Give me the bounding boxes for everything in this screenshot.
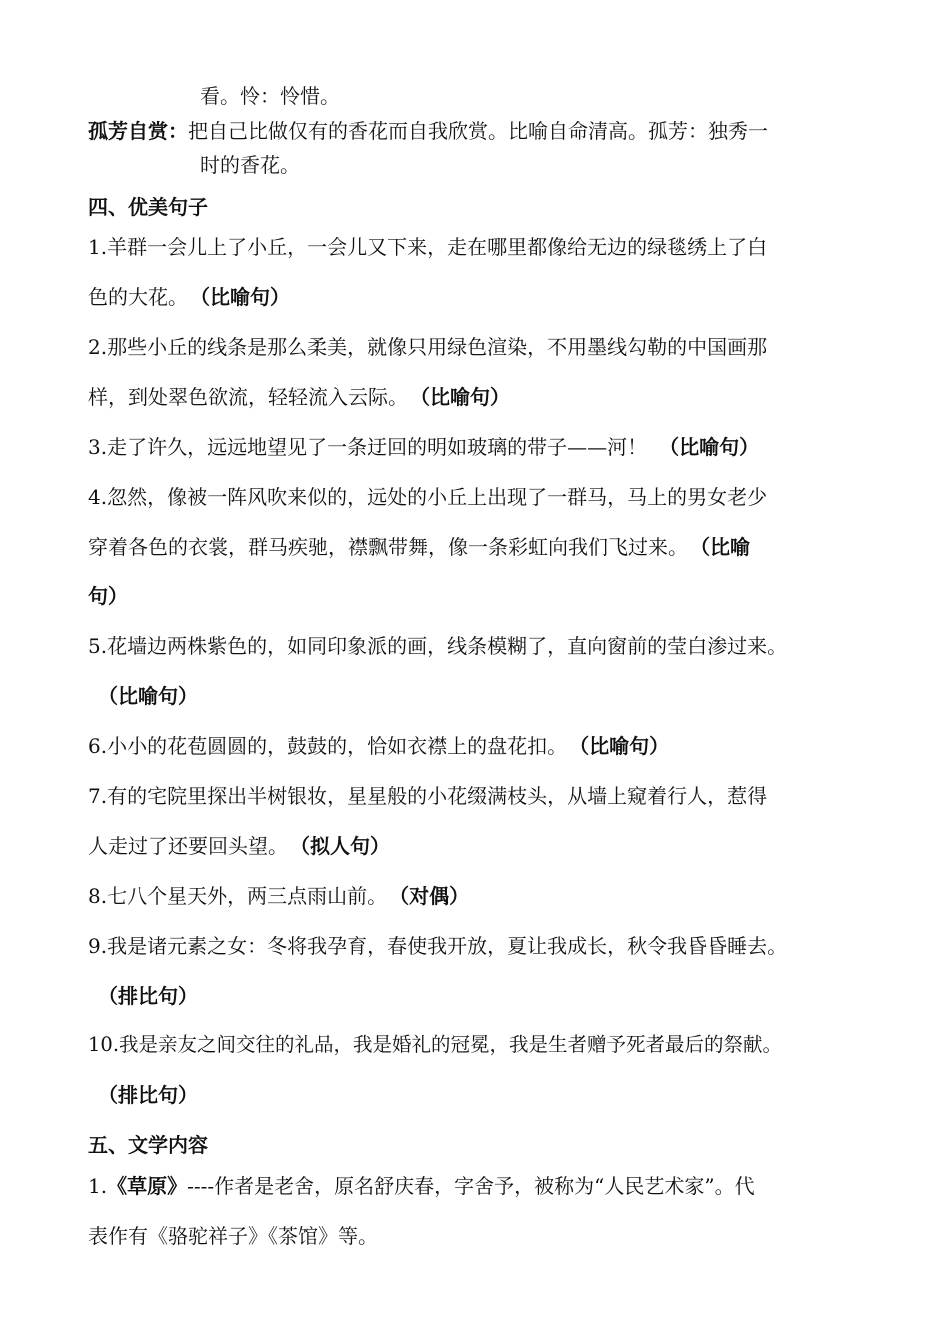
sentence-5: 5.花墙边两株紫色的，如同印象派的画，线条模糊了，直向窗前的莹白渗过来。 bbox=[88, 634, 788, 658]
section-heading-sentences: 四、优美句子 bbox=[88, 195, 208, 219]
sentence-2-line-1: 2.那些小丘的线条是那么柔美，就像只用绿色渲染，不用墨线勾勒的中国画那 bbox=[88, 335, 768, 359]
sentence-1-line-2: 色的大花。 （比喻句） bbox=[88, 285, 290, 309]
literature-item-1-line-2: 表作有《骆驼祥子》《茶馆》等。 bbox=[88, 1224, 378, 1248]
sentence-9-tag-line bbox=[88, 982, 198, 1010]
sentence-2-line-2: 样，到处翠色欲流，轻轻流入云际。 （比喻句） bbox=[88, 385, 510, 409]
rhetoric-tag: （对偶） bbox=[399, 884, 470, 908]
idiom-definition-cont: 时的香花。 bbox=[200, 153, 300, 177]
sentence-4-line-1: 4.忽然，像被一阵风吹来似的，远处的小丘上出现了一群马，马上的男女老少 bbox=[88, 485, 768, 509]
idiom-definition: 把自己比做仅有的香花而自我欣赏。比喻自命清高。孤芳：独秀一 bbox=[188, 119, 768, 143]
sentence-5-tag-line bbox=[88, 682, 198, 710]
idiom-entry bbox=[88, 117, 768, 145]
rhetoric-tag: （比喻句） bbox=[659, 435, 760, 459]
rhetoric-tag: （排比句） bbox=[98, 1083, 198, 1107]
sentence-1-line-1: 1.羊群一会儿上了小丘，一会儿又下来，走在哪里都像给无边的绿毯绣上了白 bbox=[88, 235, 768, 259]
sentence-4-line-2: 穿着各色的衣裳，群马疾驰，襟飘带舞，像一条彩虹向我们飞过来。 （比喻 bbox=[88, 535, 750, 559]
sentence-10-tag-line bbox=[88, 1081, 198, 1109]
section-heading-literature: 五、文学内容 bbox=[88, 1133, 208, 1157]
work-title: 《草原》 bbox=[107, 1174, 188, 1198]
literature-item-1-line-1: 1.《草原》----作者是老舍，原名舒庆春，字舍予，被称为“人民艺术家”。代 bbox=[88, 1174, 755, 1198]
sentence-6: 6.小小的花苞圆圆的，鼓鼓的，恰如衣襟上的盘花扣。 （比喻句） bbox=[88, 734, 670, 758]
rhetoric-tag: （拟人句） bbox=[300, 834, 390, 858]
rhetoric-tag-cont: 句） bbox=[88, 584, 128, 608]
rhetoric-tag: （比喻句） bbox=[98, 684, 198, 708]
idiom-continuation: 看。怜：怜惜。 bbox=[200, 84, 340, 108]
sentence-3: 3.走了许久，远远地望见了一条迂回的明如玻璃的带子——河！ （比喻句） bbox=[88, 435, 760, 459]
rhetoric-tag: （比喻句） bbox=[579, 734, 670, 758]
rhetoric-tag: （比喻句） bbox=[200, 285, 290, 309]
rhetoric-tag: （比喻 bbox=[700, 535, 750, 559]
sentence-8: 8.七八个星天外，两三点雨山前。 （对偶） bbox=[88, 884, 470, 908]
rhetoric-tag: （排比句） bbox=[98, 984, 198, 1008]
idiom-term: 孤芳自赏： bbox=[88, 119, 188, 143]
sentence-7-line-2: 人走过了还要回头望。 （拟人句） bbox=[88, 834, 390, 858]
rhetoric-tag: （比喻句） bbox=[420, 385, 510, 409]
sentence-9: 9.我是诸元素之女：冬将我孕育，春使我开放，夏让我成长，秋令我昏昏睡去。 bbox=[88, 934, 788, 958]
sentence-7-line-1: 7.有的宅院里探出半树银妆，星星般的小花缀满枝头，从墙上窥着行人，惹得 bbox=[88, 784, 768, 808]
sentence-10: 10.我是亲友之间交往的礼品，我是婚礼的冠冕，我是生者赠予死者最后的祭献。 bbox=[88, 1033, 783, 1056]
